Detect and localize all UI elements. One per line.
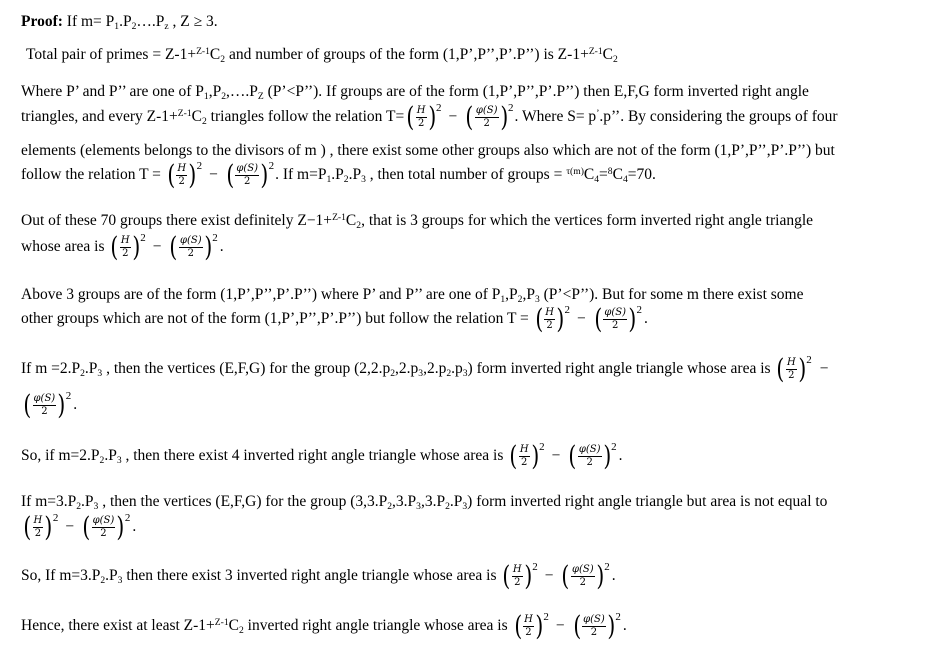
- paragraph-where-line-1: Where P’ and P’’ are one of $P_1,P_2,\dots.P_Z$ (P’<P’’). If groups are of the form (1,P’,P’’,P’.P’’) then E,F,G form inverted right angle: [21, 83, 809, 102]
- prime-pairs-line: Total pair of primes = $Z-1+^{Z-1}C_2$ and number of groups of the form (1,P’,P’’,P’.P’’) is $Z-1+^{Z-1}C_2$: [26, 45, 618, 65]
- fraction-numerator: φ(S): [604, 307, 626, 319]
- fraction-denominator: 2: [122, 247, 129, 259]
- fraction-numerator: H: [416, 105, 426, 117]
- phi-s-over-2-fraction: [92, 516, 116, 539]
- phi-s-over-2-fraction: [571, 565, 595, 588]
- fraction-numerator: φ(S): [583, 614, 605, 626]
- fraction-denominator: 2: [520, 456, 528, 468]
- phi-s-over-2-fraction: [582, 615, 606, 638]
- left-paren: (: [502, 561, 511, 592]
- fraction-denominator: 2: [514, 576, 521, 588]
- paragraph-where-line-4: follow the relation T = ( $\frac{H}{2}$ ) 2 − ( $\frac{\varphi(S)}{2}$ ) 2 . If $m=P_1.P_2.P_3$ , then total number of groups = $^{\tau(m)}C_4=^8C_4=70$.: [21, 160, 656, 191]
- area-formula: [109, 234, 217, 261]
- fraction-numerator: H: [120, 235, 130, 247]
- exponent: 2: [436, 102, 442, 114]
- exponent: 2: [124, 512, 131, 524]
- h-over-2-fraction: [512, 565, 523, 588]
- area-formula: [513, 613, 621, 640]
- fraction-numerator: H: [33, 515, 43, 527]
- minus-sign: −: [555, 617, 565, 635]
- fraction-numerator: H: [524, 614, 533, 626]
- fraction-denominator: 2: [34, 527, 42, 539]
- left-paren: (: [535, 304, 543, 335]
- fraction-denominator: 2: [100, 527, 107, 539]
- h-over-2-fraction: [519, 445, 530, 468]
- right-paren: ): [188, 160, 197, 191]
- right-paren: ): [607, 611, 616, 642]
- paragraph-above-line-1: Above 3 groups are of the form (1,P’,P’’,P’.P’’) where P’ and P’’ are one of $P_1,P_2,P_3$ (P’<P’’). But for some m there exist some: [21, 286, 804, 305]
- right-paren: ): [427, 102, 436, 133]
- right-paren: ): [556, 304, 565, 335]
- right-paren: ): [523, 561, 532, 592]
- h-over-2-fraction: [120, 236, 131, 259]
- h-over-2-fraction: [33, 516, 44, 539]
- right-paren: ): [798, 354, 806, 385]
- left-paren: (: [110, 232, 119, 263]
- fraction-denominator: 2: [611, 319, 619, 331]
- exponent: 2: [806, 354, 812, 366]
- area-formula: [22, 514, 130, 541]
- area-formula: [166, 162, 274, 189]
- paragraph-m3-line-2: ( $\frac{H}{2}$ ) 2 − ( $\frac{\varphi(S)}{2}$ ) 2 .: [23, 512, 137, 543]
- phi-s-over-2-fraction: [578, 445, 602, 468]
- left-paren: (: [406, 102, 415, 133]
- h-over-2-fraction: [176, 164, 187, 187]
- fraction-denominator: 2: [546, 319, 553, 331]
- paragraph-above-line-2: other groups which are not of the form (1,P’,P’’,P’.P’’) but follow the relation T = ( $\frac{H}{2}$ ) 2 − ( $\frac{\varphi(S)}{2}$ ) 2 .: [21, 304, 648, 335]
- exponent: 2: [268, 160, 275, 172]
- right-paren: ): [628, 304, 637, 335]
- fraction-numerator: φ(S): [236, 163, 259, 175]
- paragraph-m2-line-2: ( $\frac{\varphi(S)}{2}$ ) 2 .: [23, 390, 78, 421]
- left-paren: (: [594, 304, 602, 335]
- proof-label: Proof:: [21, 13, 63, 30]
- left-paren: (: [82, 512, 91, 543]
- fraction-numerator: H: [177, 163, 187, 175]
- fraction-numerator: φ(S): [33, 393, 56, 405]
- fraction-numerator: H: [512, 564, 522, 576]
- h-over-2-fraction: [523, 615, 534, 638]
- phi-s-over-2-fraction: [179, 236, 203, 259]
- exponent: 2: [636, 304, 643, 316]
- right-paren: ): [116, 512, 125, 543]
- right-paren: ): [260, 160, 269, 191]
- fraction-denominator: 2: [483, 117, 490, 129]
- left-paren: (: [23, 512, 32, 543]
- proof-statement: Proof: If $m= P_1.P_2\dots.P_z$ , Z ≥ 3.: [21, 13, 218, 32]
- area-formula: [501, 563, 609, 590]
- left-paren: (: [465, 102, 474, 133]
- right-paren: ): [203, 232, 212, 263]
- fraction-numerator: H: [545, 307, 554, 319]
- right-paren: ): [595, 561, 604, 592]
- paragraph-m3-line-1: If $m=3.P_2.P_3$ , then the vertices (E,F,G) for the group $(3,3.P_2,3.P_3,3.P_2.P_3)$ form inverted right angle triangle but area is not equal to: [21, 493, 828, 512]
- minus-sign: −: [448, 108, 458, 126]
- phi-s-over-2-fraction: [33, 394, 57, 417]
- final-conclusion: Hence, there exist at least $Z-1+^{Z-1}C_2$ inverted right angle triangle whose area is ( $\frac{H}{2}$ ) 2 − ( $\frac{\varphi(S)}{2}$ ) 2 .: [21, 611, 627, 642]
- left-paren: (: [167, 160, 176, 191]
- exponent: 2: [140, 232, 146, 244]
- exponent: 2: [508, 102, 514, 114]
- right-paren: ): [57, 390, 66, 421]
- area-formula: [508, 443, 616, 470]
- h-over-2-fraction: [544, 308, 555, 331]
- exponent: 2: [539, 441, 545, 453]
- right-paren: ): [44, 512, 53, 543]
- paragraph-where-line-3: elements (elements belongs to the divisors of m ) , there exist some other groups also which are not of the form (1,P’,P’’,P’.P’’) but: [21, 142, 835, 159]
- right-paren: ): [535, 611, 544, 642]
- fraction-denominator: 2: [586, 456, 593, 468]
- fraction-denominator: 2: [417, 117, 425, 129]
- exponent: 2: [532, 561, 538, 573]
- minus-sign: −: [65, 518, 75, 536]
- minus-sign: −: [209, 166, 218, 184]
- fraction-denominator: 2: [41, 405, 48, 417]
- exponent: 2: [196, 160, 203, 172]
- fraction-numerator: φ(S): [92, 515, 115, 527]
- paragraph-where-line-2: triangles, and every $Z-1+^{Z-1}C_2$ triangles follow the relation T= ( $\frac{H}{2}$ ) 2 − ( $\frac{\varphi(S)}{2}$ ) 2 . Where S= p’.p’’. By considering the groups of four: [21, 102, 838, 133]
- area-formula-part-1: [775, 356, 811, 383]
- fraction-numerator: φ(S): [180, 235, 202, 247]
- exponent: 2: [52, 512, 59, 524]
- fraction-denominator: 2: [590, 626, 598, 638]
- minus-sign: −: [152, 238, 162, 256]
- fraction-numerator: H: [519, 444, 529, 456]
- paragraph-m2-line-1: If $m =2.P_2.P_3$ , then the vertices (E,F,G) for the group $(2,2.p_2,2.p_3,2.p_2.p_3)$ form inverted right angle triangle whose area is ( $\frac{H}{2}$ ) 2 −: [21, 354, 829, 385]
- left-paren: (: [776, 354, 785, 385]
- phi-s-over-2-fraction: [235, 164, 259, 187]
- minus-sign: −: [551, 447, 561, 465]
- area-formula: [534, 306, 642, 333]
- left-paren: (: [169, 232, 178, 263]
- left-paren: (: [561, 561, 570, 592]
- fraction-denominator: 2: [244, 175, 251, 187]
- paragraph-70-groups-line-1: Out of these 70 groups there exist definitely $Z-1+^{Z-1}C_2$, that is 3 groups for which the vertices form inverted right angle triangle: [21, 211, 814, 231]
- exponent: 2: [604, 561, 610, 573]
- left-paren: (: [513, 611, 522, 642]
- paragraph-m3-conclusion: So, If $m=3.P_2.P_3$ then there exist 3 inverted right angle triangle whose area is ( $\frac{H}{2}$ ) 2 − ( $\frac{\varphi(S)}{2}$ ) 2 .: [21, 561, 616, 592]
- fraction-numerator: φ(S): [475, 105, 498, 117]
- exponent: 2: [543, 611, 549, 623]
- h-over-2-fraction: [786, 358, 797, 381]
- area-formula-part-2: [22, 392, 71, 419]
- exponent: 2: [212, 232, 218, 244]
- left-paren: (: [568, 441, 577, 472]
- phi-s-over-2-fraction: [475, 106, 499, 129]
- right-paren: ): [499, 102, 508, 133]
- left-paren: (: [226, 160, 235, 191]
- h-over-2-fraction: [416, 106, 427, 129]
- right-paren: ): [530, 441, 539, 472]
- fraction-denominator: 2: [579, 576, 587, 588]
- fraction-numerator: φ(S): [578, 444, 601, 456]
- right-paren: ): [131, 232, 140, 263]
- fraction-numerator: H: [786, 357, 796, 369]
- left-paren: (: [509, 441, 518, 472]
- minus-sign: −: [577, 310, 586, 328]
- exponent: 2: [611, 441, 617, 453]
- area-formula: [405, 104, 513, 131]
- paragraph-70-groups-line-2: whose area is ( $\frac{H}{2}$ ) 2 − ( $\frac{\varphi(S)}{2}$ ) 2 .: [21, 232, 224, 263]
- right-paren: ): [602, 441, 611, 472]
- fraction-denominator: 2: [525, 626, 532, 638]
- paragraph-m2-conclusion: So, if $m=2.P_2.P_3$ , then there exist 4 inverted right angle triangle whose area is ( $\frac{H}{2}$ ) 2 − ( $\frac{\varphi(S)}{2}$ ) 2 .: [21, 441, 623, 472]
- fraction-numerator: φ(S): [572, 564, 594, 576]
- minus-sign: −: [544, 567, 554, 585]
- fraction-denominator: 2: [788, 369, 795, 381]
- left-paren: (: [23, 390, 32, 421]
- exponent: 2: [65, 390, 72, 402]
- fraction-denominator: 2: [187, 247, 195, 259]
- exponent: 2: [615, 611, 621, 623]
- exponent: 2: [564, 304, 571, 316]
- fraction-denominator: 2: [178, 175, 185, 187]
- phi-s-over-2-fraction: [603, 308, 627, 331]
- left-paren: (: [572, 611, 581, 642]
